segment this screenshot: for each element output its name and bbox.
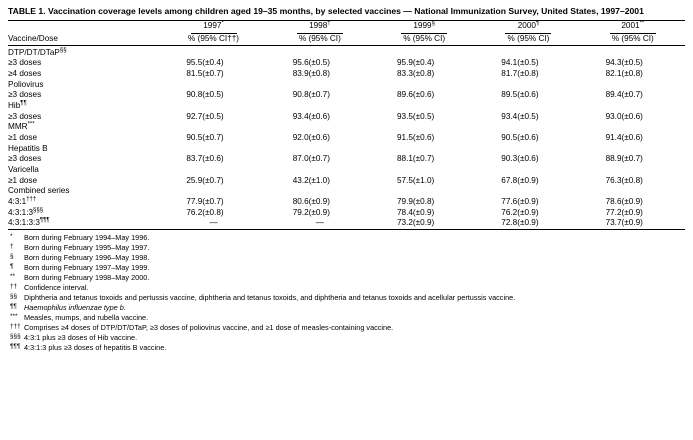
table-row [8,80,685,91]
cell-ci: (±0.7) [621,90,643,100]
vaccine-dose-header: Vaccine/Dose [8,34,58,43]
ci-header-1999: % (95% CI) [403,34,446,43]
cell-pct: 25.9 [186,175,203,185]
footnote-text: Diphtheria and tetanus toxoids and pertussis vaccine, diphtheria and tetanus toxoids, and diphtheria and tetanus toxoids and acellular pertussis vaccine. [24,292,516,302]
cell-ci: (±0.8) [621,175,643,185]
ci-header-2000: % (95% CI) [507,34,550,43]
cell-pct: 76.3 [605,175,622,185]
footnote-item [8,263,685,272]
cell-pct: 95.5 [186,58,203,68]
cell-pct: 95.6 [292,58,309,68]
cell-ci: (±0.5) [517,58,539,68]
cell-ci: (±0.6) [308,132,330,142]
footnote-item [8,303,685,312]
cell-ci: (±0.8) [517,68,539,78]
cell-pct: 80.6 [292,196,309,206]
cell-pct: 78.4 [396,207,413,217]
cell-ci: (±0.6) [308,111,330,121]
row-label: ≥3 doses [8,90,42,100]
footnote-text: Born during February 1998–May 2000. [24,272,150,282]
group-label-hib: Hib¶¶ [8,100,27,110]
cell-ci: (±0.9) [308,196,330,206]
year-header-2001: 2001** [581,21,685,34]
footnote-mark: §§§ [10,332,21,340]
cell-ci: (±0.5) [517,111,539,121]
cell-ci: (±0.5) [621,58,643,68]
cell-pct: 77.2 [605,207,622,217]
cell-ci: (±0.9) [621,218,643,228]
cell-ci: (±0.9) [412,218,435,228]
footnote-mark: † [10,242,14,250]
cell-pct: 57.5 [396,175,413,185]
cell-ci: (±0.6) [412,132,435,142]
table-row [8,154,685,165]
cell-ci: (±0.5) [202,90,224,100]
cell-pct: 89.5 [501,90,518,100]
cell-ci: (±0.5) [202,111,224,121]
cell-pct: 90.5 [501,132,518,142]
cell-pct: 77.6 [501,196,518,206]
cell-ci: (±0.7) [202,132,224,142]
cell-pct: 93.4 [292,111,309,121]
table-row [8,218,685,229]
footnote-text: Measles, mumps, and rubella vaccine. [24,312,149,322]
cell-pct: 76.2 [501,207,518,217]
cell-ci: (±0.9) [517,207,539,217]
row-label: ≥4 doses [8,68,42,78]
footnote-item [8,323,685,332]
cell-ci: (±0.6) [621,132,643,142]
cell-ci: (±0.8) [412,68,435,78]
cell-pct: 92.7 [186,111,203,121]
cell-ci: (±0.6) [202,154,224,164]
footnote-item [8,273,685,282]
cell-ci: (±0.4) [202,58,224,68]
footnote-item [8,333,685,342]
footnote-mark: ¶¶¶ [10,342,21,350]
year-header-2000: 2000¶ [476,21,580,34]
cell-pct: 67.8 [501,175,518,185]
table-row [8,165,685,176]
cell-pct: 73.2 [396,218,413,228]
group-label-combined-series: Combined series [8,186,70,196]
row-label: 4:3:1††† [8,196,37,206]
cell-ci: (±0.9) [517,218,539,228]
footnote-mark: ††† [10,322,21,330]
group-label-varicella: Varicella [8,164,39,174]
year-header-1999: 1999§ [372,21,476,34]
row-label: ≥1 dose [8,132,38,142]
cell-ci: (±0.8) [412,196,435,206]
group-label-dtp: DTP/DT/DTaP§§ [8,46,67,57]
footnote-text: Born during February 1994–May 1996. [24,232,150,242]
ci-header-1997: % (95% CI††) [188,34,240,43]
cell-pct: 82.1 [605,68,622,78]
table-row [8,176,685,187]
cell-pct: 81.5 [186,68,203,78]
cell-pct: 79.9 [396,196,413,206]
table-row [8,58,685,69]
group-label-hepatitis-b: Hepatitis B [8,143,48,153]
cell-ci: (±0.6) [621,111,643,121]
footnote-item [8,253,685,262]
cell-ci: (±0.5) [308,58,330,68]
cell-ci: (±0.4) [412,58,435,68]
table-row [8,48,685,59]
cell-pct: 89.6 [396,90,413,100]
cell-pct: — [315,218,324,228]
footnote-text: Born during February 1997–May 1999. [24,262,150,272]
footnote-item [8,293,685,302]
row-label: 4:3:1:3:3¶¶¶ [8,217,50,228]
footnote-item [8,283,685,292]
table-row [8,90,685,101]
table-row [8,101,685,112]
group-label-poliovirus: Poliovirus [8,79,44,89]
cell-ci: (±0.6) [412,90,435,100]
cell-pct: 94.3 [605,58,622,68]
ci-header-1998: % (95% CI) [298,34,341,43]
footnote-mark: §§ [10,292,18,300]
year-header-1998: 1998† [268,21,372,34]
cell-pct: 90.3 [501,154,518,164]
cell-pct: 83.9 [292,68,309,78]
header-spacer [8,21,159,34]
cell-pct: 90.8 [186,90,203,100]
table-row [8,186,685,197]
ci-header-2001: % (95% CI) [611,34,654,43]
table-row [8,69,685,80]
footnote-mark: § [10,252,14,260]
footnote-item [8,243,685,252]
cell-ci: (±0.7) [202,68,224,78]
year-header-row [8,21,685,34]
cell-ci: (±0.7) [202,175,224,185]
footnote-item [8,233,685,242]
cell-pct: 95.9 [396,58,413,68]
cell-ci: (±0.9) [621,207,643,217]
cell-ci: (±0.8) [202,207,224,217]
footnote-mark: ¶ [10,262,14,270]
cell-ci: (±0.7) [308,90,330,100]
cell-pct: 91.5 [396,132,413,142]
cell-pct: 79.2 [292,207,309,217]
cell-pct: 93.4 [501,111,518,121]
footnote-mark: * [10,232,13,240]
cell-pct: — [209,218,218,228]
footnote-mark: †† [10,282,18,290]
cell-pct: 90.5 [186,132,203,142]
footnote-text: Born during February 1996–May 1998. [24,252,150,262]
row-label: ≥3 doses [8,58,42,68]
cell-pct: 73.7 [605,218,622,228]
table-row [8,112,685,123]
footnote-text: Haemophilus influenzae type b. [24,302,126,312]
cell-pct: 94.1 [501,58,518,68]
footnote-item [8,343,685,352]
cell-ci: (±0.7) [202,196,224,206]
cell-pct: 43.2 [292,175,309,185]
cell-ci: (±0.5) [412,111,435,121]
cell-ci: (±0.9) [517,175,539,185]
cell-pct: 77.9 [186,196,203,206]
table-title: TABLE 1. Vaccination coverage levels among children aged 19–35 months, by selected vaccines — National Immunization Survey, United States, 1997–2001 [8,6,644,16]
footnote-text: Comprises ≥4 doses of DTP/DT/DTaP, ≥3 doses of poliovirus vaccine, and ≥1 dose of measles-containing vaccine. [24,322,394,332]
footnote-item [8,313,685,322]
row-label: 4:3:1:3§§§ [8,206,44,217]
cell-pct: 78.6 [605,196,622,206]
cell-ci: (±0.7) [308,154,330,164]
cell-pct: 72.8 [501,218,518,228]
row-label: ≥3 doses [8,111,42,121]
cell-ci: (±0.7) [621,154,643,164]
cell-ci: (±0.8) [308,68,330,78]
cell-pct: 93.5 [396,111,413,121]
cell-ci: (±0.9) [308,207,330,217]
footnote-text: 4:3:1:3 plus ≥3 doses of hepatitis B vaccine. [24,342,167,352]
cell-pct: 81.7 [501,68,518,78]
cell-pct: 92.0 [292,132,309,142]
cell-ci: (±0.6) [517,90,539,100]
table-row [8,197,685,208]
cell-pct: 83.3 [396,68,413,78]
table-row [8,208,685,219]
cell-ci: (±0.8) [621,68,643,78]
row-label: ≥3 doses [8,154,42,164]
cell-ci: (±0.9) [621,196,643,206]
cell-ci: (±0.6) [517,132,539,142]
footnote-text: Confidence interval. [24,282,89,292]
footnotes [8,233,685,352]
table-body [8,45,685,229]
cell-pct: 83.7 [186,154,203,164]
cell-ci: (±1.0) [412,175,435,185]
footnote-mark: ¶¶ [10,302,17,310]
cell-ci: (±0.6) [517,154,539,164]
footnote-mark: ** [10,272,15,280]
cell-ci: (±1.0) [308,175,330,185]
cell-ci: (±0.9) [412,207,435,217]
cell-pct: 90.8 [292,90,309,100]
cell-pct: 88.1 [396,154,413,164]
cell-pct: 76.2 [186,207,203,217]
cell-ci: (±0.7) [412,154,435,164]
vaccination-coverage-table [8,20,685,229]
table-row [8,122,685,133]
table-row [8,144,685,155]
footnote-mark: *** [10,312,18,320]
cell-ci: (±0.9) [517,196,539,206]
table-row [8,133,685,144]
footnote-text: 4:3:1 plus ≥3 doses of Hib vaccine. [24,332,138,342]
footnote-text: Born during February 1995–May 1997. [24,242,150,252]
cell-pct: 88.9 [605,154,622,164]
subheader-row [8,34,685,45]
cell-pct: 91.4 [605,132,622,142]
cell-pct: 87.0 [292,154,309,164]
cell-pct: 93.0 [605,111,622,121]
row-label: ≥1 dose [8,175,38,185]
year-header-1997: 1997* [159,21,267,34]
group-label-mmr: MMR*** [8,121,35,132]
cell-pct: 89.4 [605,90,622,100]
